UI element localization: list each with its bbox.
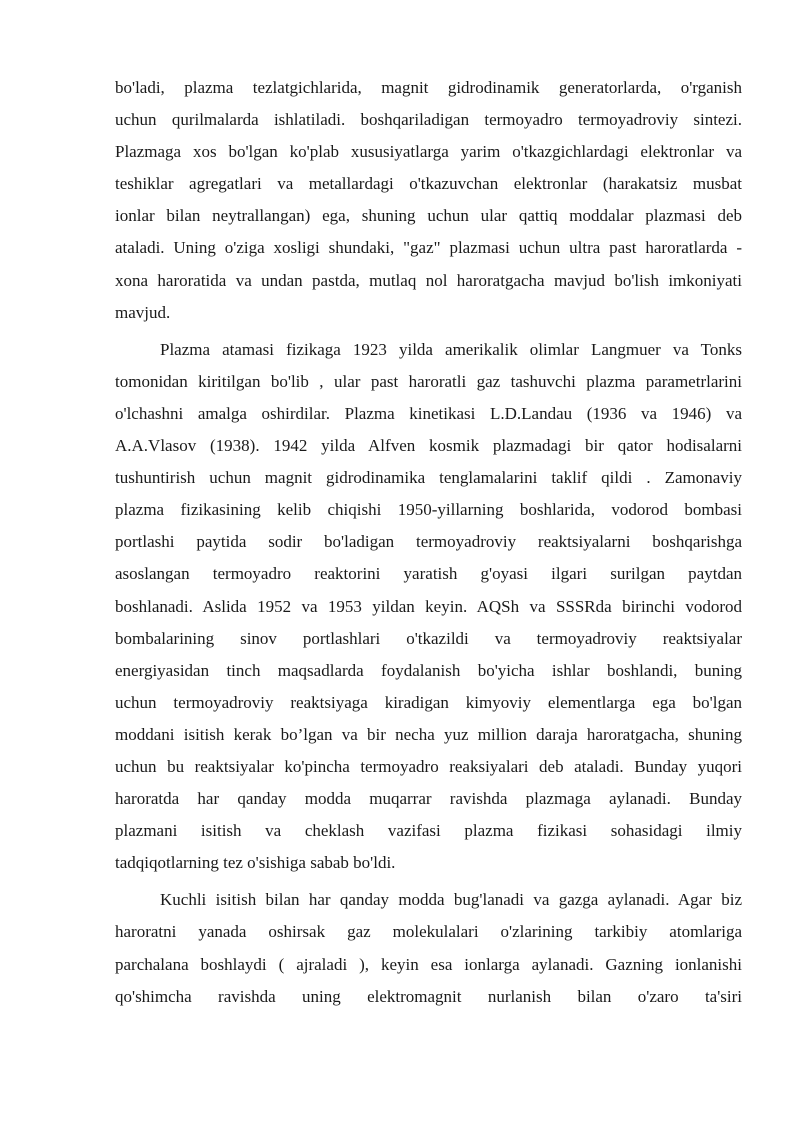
text-line: Plazmaga xos bo'lgan ko'plab xususiyatlarga yarim o'tkazgichlardagi elektronlar va xyxy=(115,142,742,162)
text-line: portlashi paytida sodir bo'ladigan termoyadroviy reaktsiyalarni boshqarishga xyxy=(115,532,742,552)
paragraph-2 xyxy=(115,334,742,880)
text-line: plazmani isitish va cheklash vazifasi plazma fizikasi sohasidagi ilmiy xyxy=(115,821,742,841)
document-body xyxy=(115,72,742,1013)
text-line: qo'shimcha ravishda uning elektromagnit nurlanish bilan o'zaro ta'siri xyxy=(115,986,742,1006)
text-line: parchalana boshlaydi ( ajraladi ), keyin esa ionlarga aylanadi. Gazning ionlanishi xyxy=(115,954,742,974)
text-line: bo'ladi, plazma tezlatgichlarida, magnit gidrodinamik generatorlarda, o'rganish xyxy=(115,78,742,97)
text-line: haroratni yanada oshirsak gaz molekulalari o'zlarining tarkibiy atomlariga xyxy=(115,922,742,942)
text-line: A.A.Vlasov (1938). 1942 yilda Alfven kosmik plazmadagi bir qator hodisalarni xyxy=(115,436,742,456)
text-line: uchun bu reaktsiyalar ko'pincha termoyadro reaksiyalari deb ataladi. Bunday yuqori xyxy=(115,756,742,776)
text-line: mavjud. xyxy=(115,302,171,322)
paragraph-3 xyxy=(115,884,742,1012)
text-line: Kuchli isitish bilan har qanday modda bug'lanadi va gazga aylanadi. Agar biz xyxy=(160,890,742,910)
text-line: energiyasidan tinch maqsadlarda foydalanish bo'yicha ishlar boshlandi, buning xyxy=(115,660,742,680)
text-line: tadqiqotlarning tez o'sishiga sabab bo'ldi. xyxy=(115,853,396,873)
text-line: o'lchashni amalga oshirdilar. Plazma kinetikasi L.D.Landau (1936 va 1946) va xyxy=(115,403,742,423)
text-line: teshiklar agregatlari va metallardagi o'tkazuvchan elektronlar (harakatsiz musbat xyxy=(115,174,742,194)
text-line: tomonidan kiritilgan bo'lib , ular past haroratli gaz tashuvchi plazma parametrlarini xyxy=(115,371,742,391)
text-line: haroratda har qanday modda muqarrar ravishda plazmaga aylanadi. Bunday xyxy=(115,789,742,809)
text-line: asoslangan termoyadro reaktorini yaratish g'oyasi ilgari surilgan paytdan xyxy=(115,564,742,584)
text-line: plazma fizikasining kelib chiqishi 1950-yillarning boshlarida, vodorod bombasi xyxy=(115,500,742,520)
paragraph-1 xyxy=(115,72,742,329)
text-line: tushuntirish uchun magnit gidrodinamika tenglamalarini taklif qildi . Zamonaviy xyxy=(115,468,742,488)
text-line: ataladi. Uning o'ziga xosligi shundaki, "gaz" plazmasi uchun ultra past haroratlarda - xyxy=(115,238,742,258)
text-line: bombalarining sinov portlashlari o'tkazildi va termoyadroviy reaktsiyalar xyxy=(115,628,742,648)
text-line: uchun termoyadroviy reaktsiyaga kiradigan kimyoviy elementlarga ega bo'lgan xyxy=(115,692,742,712)
text-line: uchun qurilmalarda ishlatiladi. boshqariladigan termoyadro termoyadroviy sintezi. xyxy=(115,110,742,130)
text-line: moddani isitish kerak bo’lgan va bir necha yuz million daraja haroratgacha, shuning xyxy=(115,724,742,744)
text-line: xona haroratida va undan pastda, mutlaq nol haroratgacha mavjud bo'lish imkoniyati xyxy=(115,270,742,290)
text-line: ionlar bilan neytrallangan) ega, shuning uchun ular qattiq moddalar plazmasi deb xyxy=(115,206,742,226)
text-line: Plazma atamasi fizikaga 1923 yilda amerikalik olimlar Langmuer va Tonks xyxy=(160,339,742,359)
text-line: boshlanadi. Aslida 1952 va 1953 yildan keyin. AQSh va SSSRda birinchi vodorod xyxy=(115,596,742,616)
